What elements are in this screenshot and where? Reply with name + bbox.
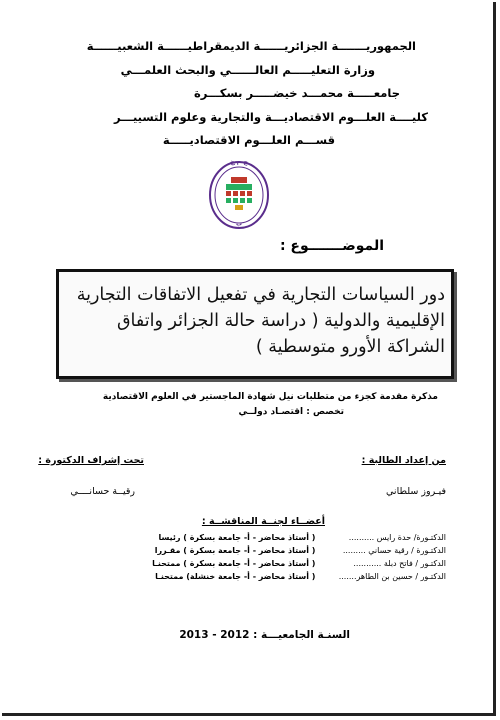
supervisor-label: تحت إشراف الدكتورة : xyxy=(38,455,144,466)
university-emblem-icon xyxy=(208,160,270,230)
title-line: الشراكة الأورو متوسطية ) xyxy=(255,337,445,357)
student-name: فيـروز سلطاني xyxy=(386,486,446,497)
title-line: دور السياسات التجارية في تفعيل الاتفاقات التجارية xyxy=(76,285,445,305)
topic-label: الموضـــــــوع : xyxy=(279,238,384,254)
committee-label: أعضــاء لجنــة المناقشــة : xyxy=(201,516,325,527)
committee-member xyxy=(56,546,446,555)
committee-member xyxy=(56,572,446,581)
committee-member xyxy=(56,533,446,542)
committee-member xyxy=(56,559,446,568)
faculty-header: كليــــة العلـــوم الاقتصاديـــة والتجارية وعلوم التسييـــر xyxy=(114,110,428,124)
university-header: جامعـــــة محمـــد خيضـــــر بسكـــرة xyxy=(194,86,400,100)
member-name: الدكتـورة/ حدة رايس .......... xyxy=(348,533,446,542)
department-header: قســـم العلـــوم الاقتصاديـــــة xyxy=(162,133,335,147)
svg-text:ج م خ: ج م خ xyxy=(229,160,249,167)
member-role: ( أستاذ محاضر - أ- جامعة بسكرة ) ممتحنـا xyxy=(152,559,316,568)
member-role: ( أستاذ محاضر - أ- جامعة بسكرة ) مقـررا xyxy=(154,546,316,555)
thesis-title-box xyxy=(56,269,454,379)
member-role: ( أستاذ محاضر - أ- جامعة بسكرة ) رئيسا xyxy=(158,533,316,542)
republic-header: الجمهوريـــــــة الجزائريــــــة الديمقراطيــــــة الشعبيــــــة xyxy=(86,39,416,53)
student-label: من إعداد الطالبة : xyxy=(361,455,446,466)
member-name: الدكتـور / حسين بن الطاهر....... xyxy=(338,572,446,581)
supervisor-name: رقيــة حسانــــي xyxy=(70,486,135,497)
member-name: الدكتـور / فاتح دبلة ........... xyxy=(353,559,446,568)
ministry-header: وزارة التعليـــــم العالــــــي والبحث العلمـــي xyxy=(120,63,375,77)
member-name: الدكتـورة / رقية حساني ......... xyxy=(342,546,446,555)
memo-description: مذكرة مقدمة كجزء من متطلبات نيل شهادة الماجستير في العلوم الاقتصادية xyxy=(102,392,438,402)
svg-text:ب: ب xyxy=(235,220,243,228)
title-line: الإقليمية والدولية ( دراسة حالة الجزائر واتفاق xyxy=(116,311,445,331)
member-role: ( أستاذ محاضر - أ- جامعة خنشلة) ممتحنـا xyxy=(155,572,316,581)
thesis-title xyxy=(65,282,445,360)
academic-year: السنـة الجامعيـــة : 2012 - 2013 xyxy=(179,629,350,641)
specialization: تخصص : اقتصـاد دولــي xyxy=(238,407,344,417)
